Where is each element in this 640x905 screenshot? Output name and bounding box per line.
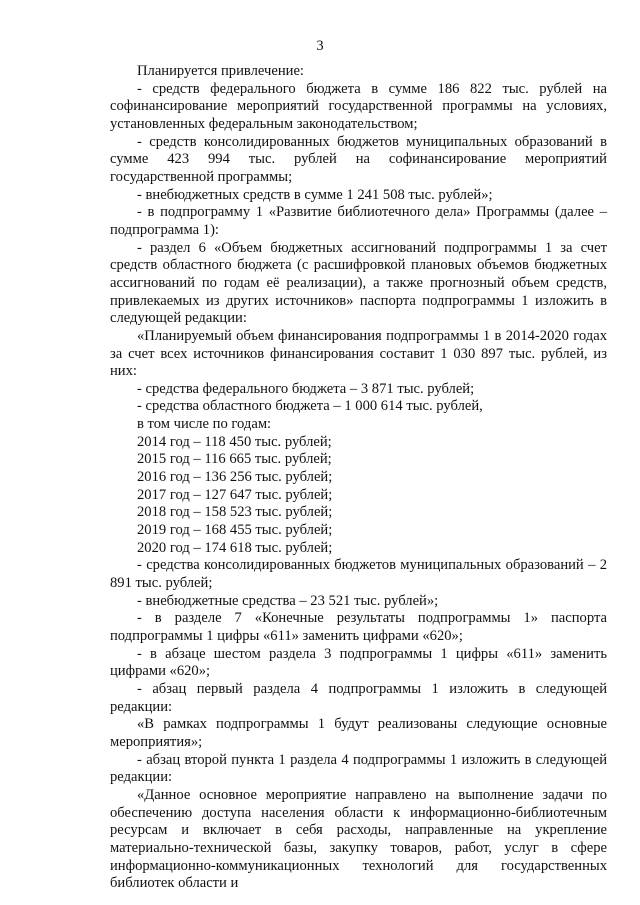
year-item-2016: 2016 год – 136 256 тыс. рублей; (137, 469, 333, 486)
document-body (110, 63, 607, 893)
paragraph-planned-attraction: Планируется привлечение: (137, 63, 304, 79)
paragraph-main-activity-description: «Данное основное мероприятие направлено на выполнение задачи по обеспечению доступа населения области к информационно-библиотечным ресурсам и включает в себя расходы, направленные на укрепление материально-технической базы, закупку товаров, работ, услуг в сфере информационно-коммуникационных технологий для государственных библиотек области и (110, 786, 607, 892)
paragraph-federal-funds: - средств федерального бюджета в сумме 186 822 тыс. рублей на софинансирование мероприятий государственной программы на условиях, установленных федеральным законодательством; (110, 80, 607, 132)
paragraph-municipal-funds: - средств консолидированных бюджетов муниципальных образований в сумме 423 994 тыс. рублей на софинансирование мероприятий государственной программы; (110, 133, 607, 185)
paragraph-section-7: - в разделе 7 «Конечные результаты подпрограммы 1» паспорта подпрограммы 1 цифры «611» заменить цифрами «620»; (110, 610, 607, 644)
year-item-2017: 2017 год – 127 647 тыс. рублей; (137, 486, 333, 503)
year-item-2020: 2020 год – 174 618 тыс. рублей; (137, 539, 333, 556)
year-item-2015: 2015 год – 116 665 тыс. рублей; (137, 451, 332, 468)
paragraph-consolidated-budgets: - средства консолидированных бюджетов муниципальных образований – 2 891 тыс. рублей; (110, 557, 607, 592)
paragraph-planned-volume: «Планируемый объем финансирования подпрограммы 1 в 2014-2020 годах за счет всех источников финансирования составит 1 030 897 тыс. рублей, из них: (110, 327, 607, 380)
paragraph-subprogram-1: - в подпрограмму 1 «Развитие библиотечного дела» Программы (далее – подпрограмма 1): (110, 204, 607, 238)
paragraph-section-4-second: - абзац второй пункта 1 раздела 4 подпрограммы 1 изложить в следующей редакции: (110, 751, 607, 786)
year-item-2019: 2019 год – 168 455 тыс. рублей; (137, 522, 333, 539)
paragraph-regional-budget: - средства областного бюджета – 1 000 614 тыс. рублей, (137, 398, 483, 415)
paragraph-section-3: - в абзаце шестом раздела 3 подпрограммы 1 цифры «611» заменить цифрами «620»; (110, 645, 607, 680)
paragraph-extrabudgetary: - внебюджетные средства – 23 521 тыс. рублей»; (137, 592, 439, 609)
paragraph-section-6: - раздел 6 «Объем бюджетных ассигнований подпрограммы 1 за счет средств областного бюджета (с расшифровкой плановых объемов бюджетных ассигнований по годам её реализации), а также прогнозный объем средств, привлекаемых из других источников» паспорта подпрограммы 1 изложить в следующей редакции: (110, 239, 607, 327)
paragraph-extrabudgetary-funds: - внебюджетных средств в сумме 1 241 508 тыс. рублей»; (137, 186, 493, 203)
page-number: 3 (316, 38, 324, 54)
paragraph-federal-budget: - средства федерального бюджета – 3 871 тыс. рублей; (137, 380, 475, 397)
paragraph-section-4-first: - абзац первый раздела 4 подпрограммы 1 изложить в следующей редакции: (110, 680, 607, 715)
paragraph-by-years: в том числе по годам: (137, 416, 272, 433)
paragraph-main-activities: «В рамках подпрограммы 1 будут реализованы следующие основные мероприятия»; (110, 716, 607, 750)
year-item-2014: 2014 год – 118 450 тыс. рублей; (137, 433, 332, 450)
year-list (110, 434, 607, 558)
year-item-2018: 2018 год – 158 523 тыс. рублей; (137, 504, 333, 521)
